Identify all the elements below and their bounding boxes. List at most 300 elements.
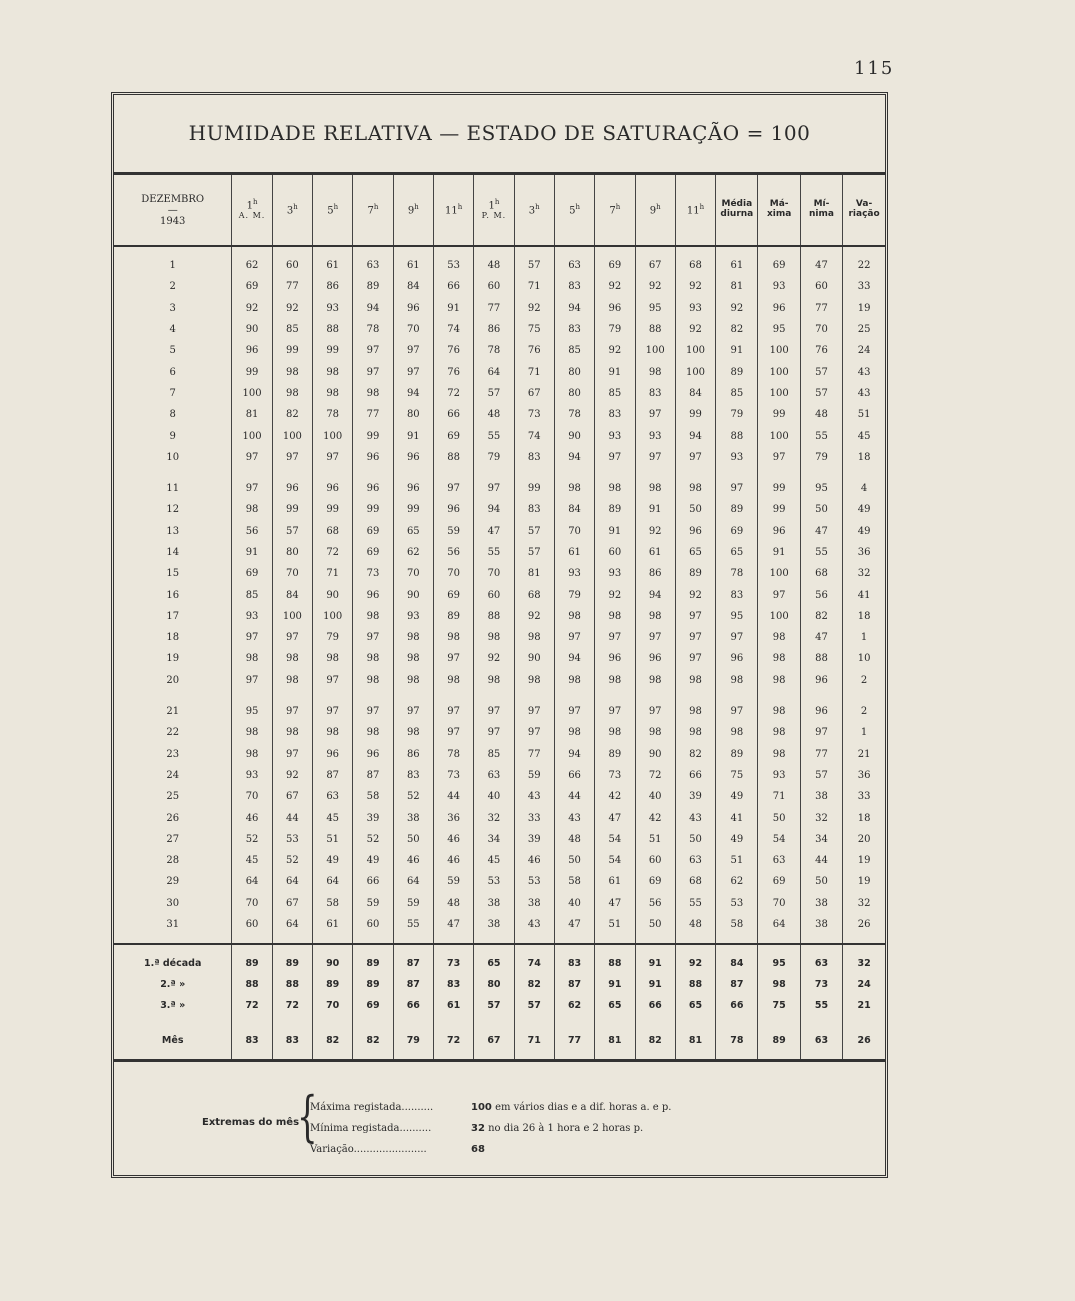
value-cell: 95 [800,478,842,499]
spacer-cell [272,246,312,255]
header-row [114,175,885,246]
value-cell: 63 [675,850,715,871]
value-cell: 96 [353,584,393,605]
value-cell: 73 [353,563,393,584]
value-cell: 38 [800,914,842,935]
value-cell: 53 [514,871,554,892]
value-cell: 56 [635,893,675,914]
value-cell: 92 [675,584,715,605]
value-cell: 86 [635,563,675,584]
value-cell: 47 [554,914,594,935]
value-cell: 69 [353,542,393,563]
value-cell: 98 [675,478,715,499]
value-cell: 100 [272,606,312,627]
row-label: 20 [166,674,180,686]
row-label: 14 [166,547,180,558]
spacer-cell [800,944,842,953]
value-cell: 98 [474,627,514,648]
spacer-cell [313,944,353,953]
value-cell: 40 [554,893,594,914]
value-cell: 55 [474,542,514,563]
value-cell: 81 [595,1030,635,1051]
value-cell: 2 [843,670,885,691]
value-cell: 91 [595,361,635,382]
value-cell: 82 [353,1030,393,1051]
hour-number: 5 [327,205,334,217]
page-number: 115 [854,58,895,79]
hour-suffix: h [457,202,463,211]
value-cell: 51 [595,914,635,935]
hour-number: 1 [246,200,253,212]
value-cell: 88 [433,447,473,468]
value-cell: 48 [554,829,594,850]
min-text: no dia 26 à 1 hora e 2 horas p. [488,1123,644,1134]
value-cell: 86 [474,319,514,340]
value-cell: 61 [433,995,473,1016]
value-cell: 97 [232,670,272,691]
value-cell: 97 [675,648,715,669]
value-cell: 62 [554,995,594,1016]
value-cell: 56 [232,521,272,542]
hour-header [433,175,473,246]
value-cell: 94 [353,298,393,319]
hour-header [635,175,675,246]
value-cell: 94 [554,744,594,765]
value-cell: 94 [554,447,594,468]
row-label: 1 [169,260,176,272]
value-cell: 100 [232,383,272,404]
value-cell: 73 [800,974,842,995]
spacer-cell [474,1016,514,1030]
value-cell: 57 [514,542,554,563]
value-cell: 98 [635,670,675,691]
spacer-cell [393,1016,433,1030]
value-cell: 61 [554,542,594,563]
stat-header-line: nima [809,209,834,219]
value-cell: 99 [393,499,433,520]
value-cell: 75 [758,995,800,1016]
value-cell: 65 [393,521,433,542]
min-num: 32 [471,1123,485,1134]
value-cell: 100 [758,383,800,404]
value-cell: 69 [353,995,393,1016]
value-cell: 100 [758,563,800,584]
value-cell: 83 [272,1030,312,1051]
spacer-cell [514,935,554,944]
value-cell: 100 [675,361,715,382]
value-cell: 99 [272,499,312,520]
value-cell: 83 [433,974,473,995]
value-cell: 38 [474,893,514,914]
stat-header-line: xima [766,209,792,219]
value-cell: 97 [474,701,514,722]
value-cell: 79 [474,447,514,468]
spacer-cell [353,691,393,701]
value-cell: 45 [843,425,885,446]
value-cell: 44 [800,850,842,871]
value-cell: 96 [800,670,842,691]
value-cell: 98 [313,648,353,669]
value-cell: 98 [232,722,272,743]
value-cell: 45 [313,807,353,828]
value-cell: 93 [393,606,433,627]
value-cell: 96 [232,340,272,361]
value-cell: 48 [800,404,842,425]
spacer-cell [514,1051,554,1061]
value-cell: 61 [716,255,758,276]
value-cell: 70 [758,893,800,914]
value-cell: 72 [433,1030,473,1051]
value-cell: 98 [758,670,800,691]
value-cell: 50 [800,871,842,892]
value-cell: 19 [843,850,885,871]
spacer-cell [514,691,554,701]
value-cell: 34 [800,829,842,850]
value-cell: 79 [716,404,758,425]
value-cell: 98 [675,722,715,743]
value-cell: 93 [232,765,272,786]
value-cell: 64 [758,914,800,935]
value-cell: 99 [353,499,393,520]
page-title: HUMIDADE RELATIVA — ESTADO DE SATURAÇÃO = 100 [188,121,811,145]
spacer-cell [843,691,885,701]
spacer-cell [313,246,353,255]
value-cell: 83 [393,765,433,786]
row-label: 15 [166,568,180,580]
spacer-cell [393,935,433,944]
spacer-cell [313,468,353,478]
value-cell: 92 [232,298,272,319]
value-cell: 32 [843,893,885,914]
value-cell: 97 [474,478,514,499]
value-cell: 98 [313,383,353,404]
value-cell: 19 [843,298,885,319]
stat-header [800,175,842,246]
value-cell: 55 [474,425,514,446]
spacer-cell [554,468,594,478]
spacer-cell [635,944,675,953]
spacer-cell [474,691,514,701]
value-cell: 84 [675,383,715,404]
value-cell: 21 [843,995,885,1016]
value-cell: 100 [272,425,312,446]
value-cell: 96 [595,298,635,319]
spacer-cell [474,468,514,478]
value-cell: 96 [393,447,433,468]
max-num: 100 [471,1102,492,1113]
spacer-cell [595,1016,635,1030]
spacer-cell [716,691,758,701]
day-row [114,361,885,382]
value-cell: 89 [433,606,473,627]
spacer-cell [758,246,800,255]
month-year: 1943 [159,215,186,227]
value-cell: 71 [313,563,353,584]
day-row [114,648,885,669]
value-cell: 99 [353,425,393,446]
value-cell: 66 [716,995,758,1016]
value-cell: 100 [758,606,800,627]
value-cell: 73 [595,765,635,786]
row-label: 2 [169,281,176,293]
spacer-cell [474,1051,514,1061]
spacer-cell [272,1016,312,1030]
value-cell: 1 [843,627,885,648]
value-cell: 92 [595,340,635,361]
value-cell: 98 [393,670,433,691]
value-cell: 99 [514,478,554,499]
day-row [114,744,885,765]
value-cell: 98 [716,722,758,743]
value-cell: 49 [843,521,885,542]
spacer-cell [114,246,232,255]
value-cell: 98 [758,648,800,669]
value-cell: 64 [232,871,272,892]
value-cell: 47 [800,521,842,542]
value-cell: 89 [232,953,272,974]
value-cell: 98 [393,648,433,669]
spacer-cell [635,246,675,255]
value-cell: 52 [393,786,433,807]
value-cell: 53 [716,893,758,914]
spacer-cell [675,944,715,953]
row-label: 7 [169,387,176,399]
value-cell: 61 [635,542,675,563]
value-cell: 50 [635,914,675,935]
value-cell: 87 [393,974,433,995]
spacer-cell [675,468,715,478]
value-cell: 89 [716,361,758,382]
spacer-cell [474,944,514,953]
value-cell: 80 [554,361,594,382]
row-label: 31 [166,919,180,931]
value-cell: 68 [514,584,554,605]
value-cell: 74 [433,319,473,340]
value-cell: 80 [554,383,594,404]
value-cell: 49 [716,786,758,807]
hour-header [353,175,393,246]
day-row [114,670,885,691]
value-cell: 54 [595,850,635,871]
value-cell: 48 [675,914,715,935]
spacer-cell [272,691,312,701]
value-cell: 68 [675,871,715,892]
spacer-cell [758,1051,800,1061]
hour-suffix: h [575,202,580,211]
value-cell: 97 [272,627,312,648]
value-cell: 50 [758,807,800,828]
value-cell: 97 [272,701,312,722]
day-row [114,765,885,786]
hour-suffix: h [656,202,661,211]
value-cell: 100 [758,361,800,382]
value-cell: 74 [514,953,554,974]
spacer-cell [474,935,514,944]
value-cell: 45 [232,850,272,871]
spacer-cell [800,246,842,255]
value-cell: 69 [758,871,800,892]
value-cell: 45 [474,850,514,871]
value-cell: 78 [716,1030,758,1051]
value-cell: 69 [595,255,635,276]
value-cell: 98 [514,627,554,648]
value-cell: 20 [843,829,885,850]
value-cell: 75 [716,765,758,786]
spacer-cell [393,691,433,701]
spacer-cell [595,944,635,953]
value-cell: 98 [433,627,473,648]
spacer-cell [313,1051,353,1061]
spacer-cell [114,944,232,953]
hour-header [514,175,554,246]
value-cell: 77 [800,744,842,765]
value-cell: 89 [758,1030,800,1051]
spacer-cell [716,468,758,478]
value-cell: 59 [433,871,473,892]
value-cell: 96 [433,499,473,520]
max-label: Máxima registada.......... [310,1102,434,1113]
spacer-row [114,944,885,953]
spacer-cell [758,935,800,944]
value-cell: 70 [313,995,353,1016]
value-cell: 43 [843,383,885,404]
value-cell: 97 [353,340,393,361]
value-cell: 83 [232,1030,272,1051]
value-cell: 97 [313,447,353,468]
value-cell: 96 [758,521,800,542]
value-cell: 81 [716,276,758,297]
value-cell: 79 [393,1030,433,1051]
value-cell: 97 [675,447,715,468]
spacer-cell [758,691,800,701]
value-cell: 65 [595,995,635,1016]
spacer-row [114,468,885,478]
spacer-cell [232,468,272,478]
value-cell: 48 [433,893,473,914]
spacer-cell [272,935,312,944]
value-cell: 98 [758,744,800,765]
value-cell: 44 [433,786,473,807]
hour-header [393,175,433,246]
value-cell: 47 [433,914,473,935]
value-cell: 97 [635,701,675,722]
value-cell: 64 [393,871,433,892]
value-cell: 36 [433,807,473,828]
value-cell: 69 [232,276,272,297]
hour-number: 5 [569,205,576,217]
value-cell: 98 [758,722,800,743]
day-row [114,447,885,468]
decade-row [114,974,885,995]
extremes-section [114,1080,885,1175]
spacer-cell [843,1016,885,1030]
value-cell: 63 [758,850,800,871]
value-cell: 98 [635,478,675,499]
row-label: 9 [169,430,176,442]
value-cell: 57 [272,521,312,542]
value-cell: 69 [232,563,272,584]
value-cell: 97 [514,722,554,743]
spacer-cell [433,1051,473,1061]
value-cell: 43 [554,807,594,828]
value-cell: 93 [758,765,800,786]
value-cell: 96 [595,648,635,669]
value-cell: 98 [272,648,312,669]
value-cell: 98 [514,670,554,691]
hour-suffix: h [494,198,500,207]
value-cell: 34 [474,829,514,850]
value-cell: 71 [514,276,554,297]
value-cell: 85 [474,744,514,765]
value-cell: 32 [800,807,842,828]
value-cell: 98 [272,722,312,743]
var-value [471,1144,485,1155]
value-cell: 79 [554,584,594,605]
value-cell: 92 [716,298,758,319]
value-cell: 99 [272,340,312,361]
value-cell: 92 [635,521,675,542]
spacer-cell [758,1016,800,1030]
value-cell: 98 [675,701,715,722]
value-cell: 94 [393,383,433,404]
title-area [114,95,885,175]
row-label: 25 [166,791,180,803]
value-cell: 76 [800,340,842,361]
value-cell: 92 [675,953,715,974]
value-cell: 89 [353,276,393,297]
value-cell: 83 [635,383,675,404]
value-cell: 63 [313,786,353,807]
value-cell: 55 [800,542,842,563]
spacer-cell [114,468,232,478]
max-text: em vários dias e a dif. horas a. e p. [495,1102,672,1113]
value-cell: 97 [272,744,312,765]
value-cell: 87 [554,974,594,995]
value-cell: 25 [843,319,885,340]
value-cell: 100 [635,340,675,361]
hour-number: 3 [528,205,536,217]
spacer-cell [595,691,635,701]
value-cell: 93 [595,425,635,446]
spacer-row [114,691,885,701]
value-cell: 94 [554,648,594,669]
value-cell: 53 [433,255,473,276]
value-cell: 98 [595,478,635,499]
spacer-cell [595,246,635,255]
value-cell: 56 [433,542,473,563]
spacer-cell [554,935,594,944]
day-row [114,425,885,446]
value-cell: 55 [800,995,842,1016]
value-cell: 97 [595,627,635,648]
value-cell: 41 [716,807,758,828]
value-cell: 98 [595,670,635,691]
value-cell: 100 [758,425,800,446]
value-cell: 85 [595,383,635,404]
value-cell: 90 [232,319,272,340]
extremes-label: Extremas do mês [202,1117,300,1128]
value-cell: 87 [716,974,758,995]
day-row [114,871,885,892]
value-cell: 50 [800,499,842,520]
spacer-cell [474,246,514,255]
spacer-cell [393,944,433,953]
value-cell: 92 [675,276,715,297]
value-cell: 96 [635,648,675,669]
value-cell: 97 [272,447,312,468]
value-cell: 83 [554,319,594,340]
hour-number: 7 [609,205,616,217]
